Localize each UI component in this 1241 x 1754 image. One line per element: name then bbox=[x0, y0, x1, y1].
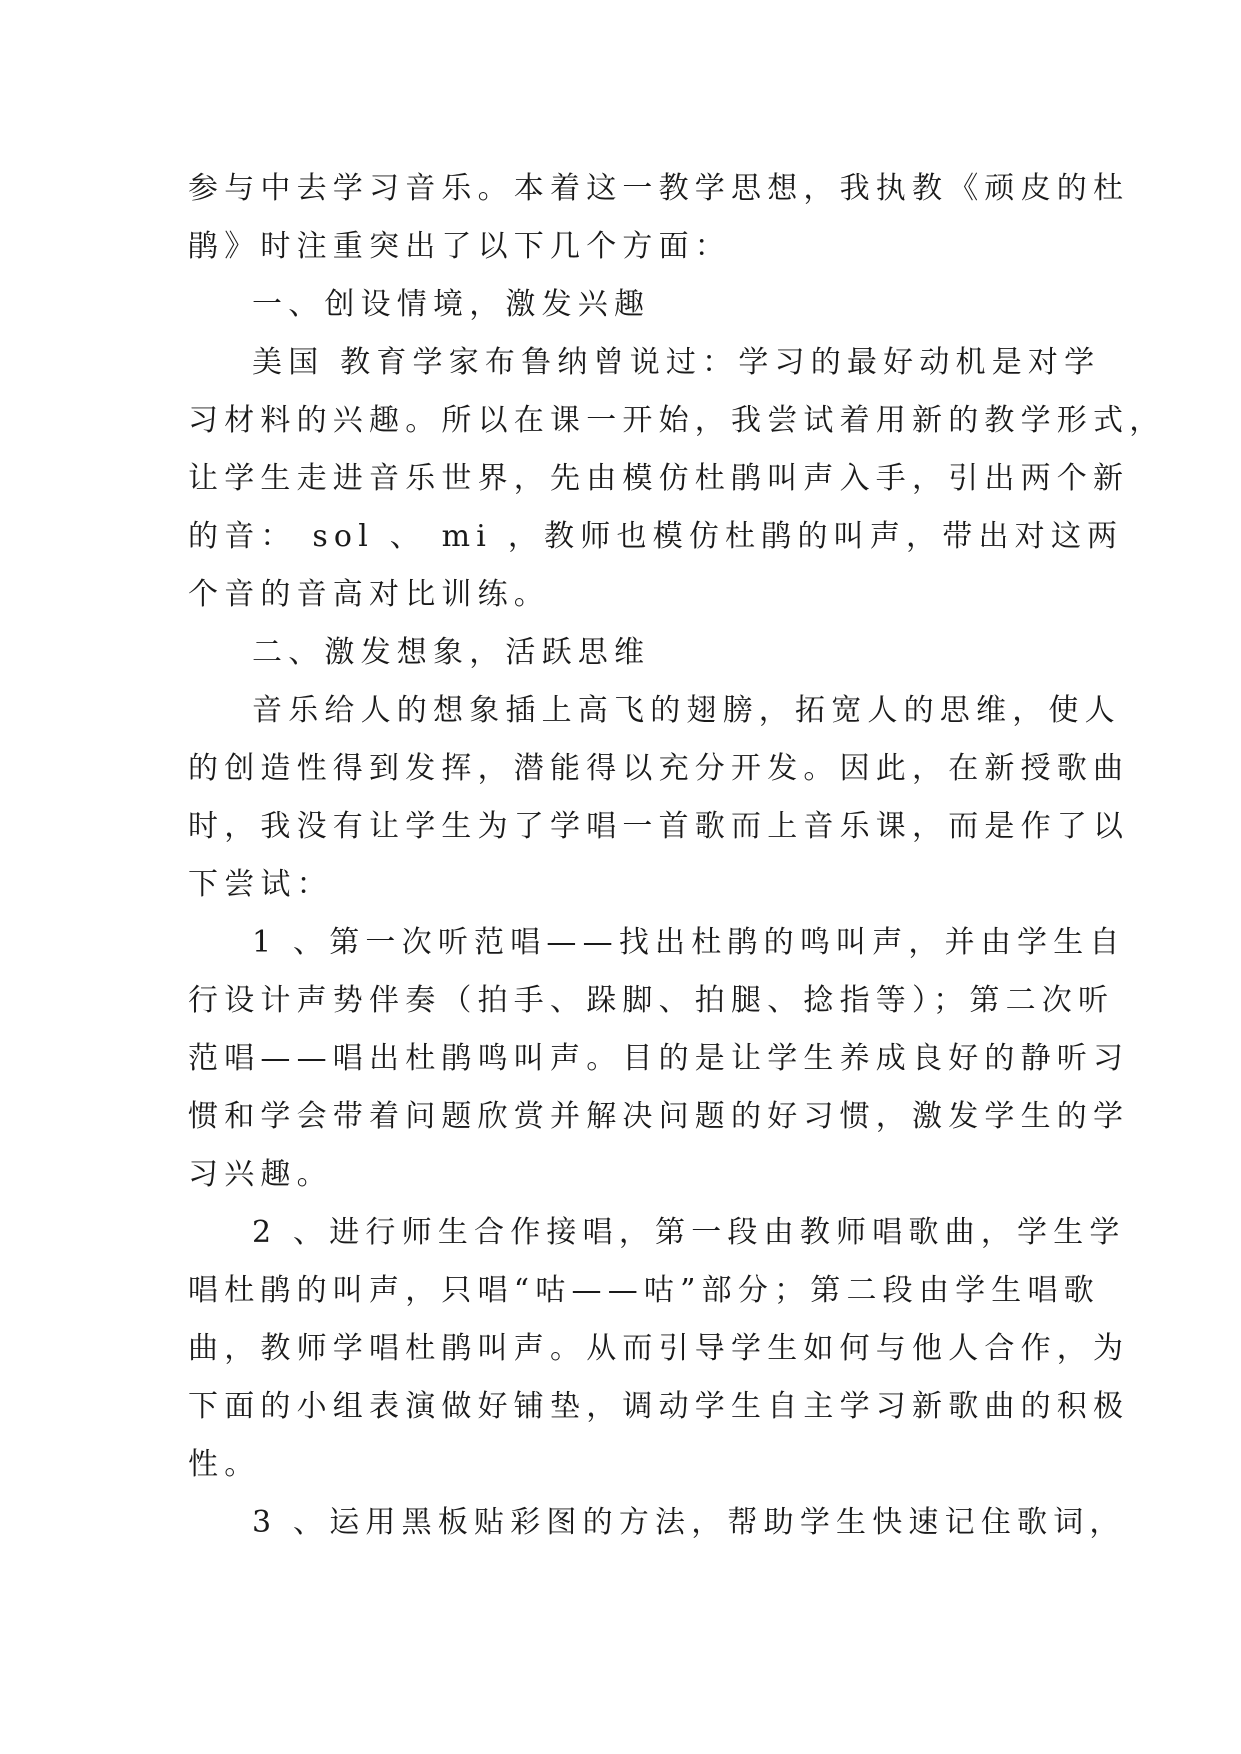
text-line: 的音： sol 、 mi ，教师也模仿杜鹃的叫声，带出对这两 bbox=[188, 519, 1124, 554]
text-line: 下面的小组表演做好铺垫，调动学生自主学习新歌曲的积极 bbox=[188, 1389, 1130, 1424]
list-item-1: 1 、第一次听范唱——找出杜鹃的鸣叫声，并由学生自 bbox=[252, 925, 1126, 960]
text-line: 习材料的兴趣。所以在课一开始，我尝试着用新的教学形式， bbox=[188, 403, 1166, 438]
text-line: 音乐给人的想象插上高飞的翅膀，拓宽人的思维，使人 bbox=[252, 693, 1121, 728]
text-line: 唱杜鹃的叫声，只唱“咕——咕”部分；第二段由学生唱歌 bbox=[188, 1273, 1100, 1308]
text-line: 让学生走进音乐世界，先由模仿杜鹃叫声入手，引出两个新 bbox=[188, 461, 1130, 496]
text-line: 性。 bbox=[188, 1447, 261, 1482]
section-heading: 一、创设情境，激发兴趣 bbox=[252, 287, 651, 322]
list-item-3: 3 、运用黑板贴彩图的方法，帮助学生快速记住歌词， bbox=[252, 1505, 1126, 1540]
text-line: 的创造性得到发挥，潜能得以充分开发。因此，在新授歌曲 bbox=[188, 751, 1130, 786]
text-line: 下尝试： bbox=[188, 867, 333, 902]
text-line: 美国 教育学家布鲁纳曾说过：学习的最好动机是对学 bbox=[252, 345, 1101, 380]
text-line: 惯和学会带着问题欣赏并解决问题的好习惯，激发学生的学 bbox=[188, 1099, 1130, 1134]
list-item-2: 2 、进行师生合作接唱，第一段由教师唱歌曲，学生学 bbox=[252, 1215, 1126, 1250]
text-line: 行设计声势伴奏（拍手、跺脚、拍腿、捻指等）；第二次听 bbox=[188, 983, 1115, 1018]
text-line: 范唱——唱出杜鹃鸣叫声。目的是让学生养成良好的静听习 bbox=[188, 1041, 1130, 1076]
text-line: 习兴趣。 bbox=[188, 1157, 333, 1192]
text-line: 个音的音高对比训练。 bbox=[188, 577, 550, 612]
text-line: 鹃》时注重突出了以下几个方面： bbox=[188, 229, 731, 264]
text-line: 参与中去学习音乐。本着这一教学思想，我执教《顽皮的杜 bbox=[188, 171, 1130, 206]
text-line: 曲，教师学唱杜鹃叫声。从而引导学生如何与他人合作，为 bbox=[188, 1331, 1130, 1366]
text-line: 时，我没有让学生为了学唱一首歌而上音乐课，而是作了以 bbox=[188, 809, 1130, 844]
body-text bbox=[188, 160, 1166, 1552]
section-heading: 二、激发想象，活跃思维 bbox=[252, 635, 651, 670]
